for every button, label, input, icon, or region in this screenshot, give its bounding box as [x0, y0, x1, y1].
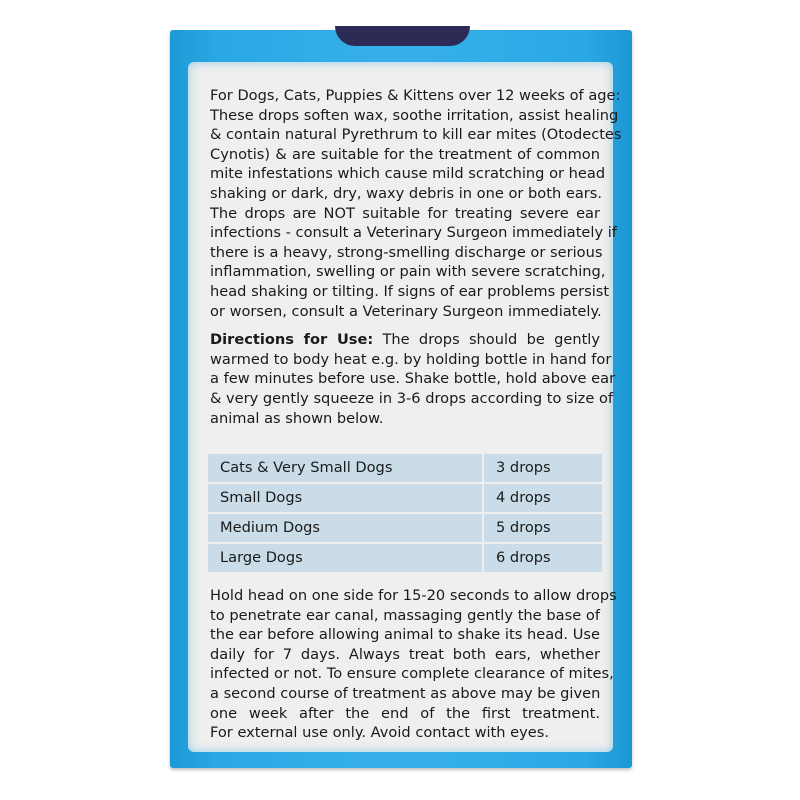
animal-cell: Medium Dogs [208, 514, 482, 542]
dose-cell: 6 drops [482, 544, 602, 572]
product-box [170, 30, 632, 768]
text-line: infected or not. To ensure complete clearance of mites, [210, 665, 614, 683]
directions-line [210, 330, 600, 350]
directions-heading: Directions for Use: [210, 331, 374, 349]
text-line: there is a heavy, strong-smelling discharge or serious [210, 243, 603, 261]
table-row [208, 484, 602, 512]
text-line: For external use only. Avoid contact with eyes. [210, 724, 550, 742]
dose-cell: 4 drops [482, 484, 602, 512]
text-line: Cynotis) & are suitable for the treatment of common [210, 145, 600, 163]
text-line: animal as shown below. [210, 409, 384, 427]
dose-cell: 3 drops [482, 454, 602, 482]
text-line: or worsen, consult a Veterinary Surgeon immediately. [210, 302, 602, 320]
text-line: one week after the end of the first treatment. [210, 704, 600, 722]
label-text [210, 86, 622, 752]
text-line: & contain natural Pyrethrum to kill ear mites (Otodectes [210, 126, 622, 144]
table-row [208, 514, 602, 542]
brand-logo [335, 26, 470, 46]
intro-paragraph [210, 86, 622, 321]
text-line: daily for 7 days. Always treat both ears, whether [210, 645, 600, 663]
label-panel [188, 62, 622, 752]
animal-cell: Small Dogs [208, 484, 482, 512]
animal-cell: Large Dogs [208, 544, 482, 572]
text-line: inflammation, swelling or pain with severe scratching, [210, 263, 606, 281]
directions-text: The drops should be gently [373, 331, 600, 349]
text-line: a few minutes before use. Shake bottle, hold above ear [210, 370, 616, 388]
text-line: mite infestations which cause mild scratching or head [210, 165, 606, 183]
aftercare-paragraph [210, 586, 617, 743]
text-line: infections - consult a Veterinary Surgeon immediately if [210, 224, 617, 242]
directions-paragraph [210, 330, 616, 428]
text-line: For Dogs, Cats, Puppies & Kittens over 12 weeks of age: [210, 87, 621, 104]
dosage-table [208, 452, 602, 574]
text-line: & very gently squeeze in 3-6 drops according to size of [210, 389, 614, 407]
table-row [208, 454, 602, 482]
text-line: warmed to body heat e.g. by holding bottle in hand for [210, 350, 612, 368]
text-line: head shaking or tilting. If signs of ear problems persist [210, 282, 610, 300]
dose-cell: 5 drops [482, 514, 602, 542]
text-line: shaking or dark, dry, waxy debris in one or both ears. [210, 184, 603, 202]
text-line: to penetrate ear canal, massaging gently the base of [210, 606, 600, 624]
text-line: the ear before allowing animal to shake its head. Use [210, 626, 600, 644]
text-line: The drops are NOT suitable for treating severe ear [210, 204, 600, 222]
text-line: a second course of treatment as above may be given [210, 685, 601, 703]
text-line: Hold head on one side for 15-20 seconds to allow drops [210, 587, 617, 605]
table-row [208, 544, 602, 572]
animal-cell: Cats & Very Small Dogs [208, 454, 482, 482]
text-line: These drops soften wax, soothe irritation, assist healing [210, 106, 619, 124]
